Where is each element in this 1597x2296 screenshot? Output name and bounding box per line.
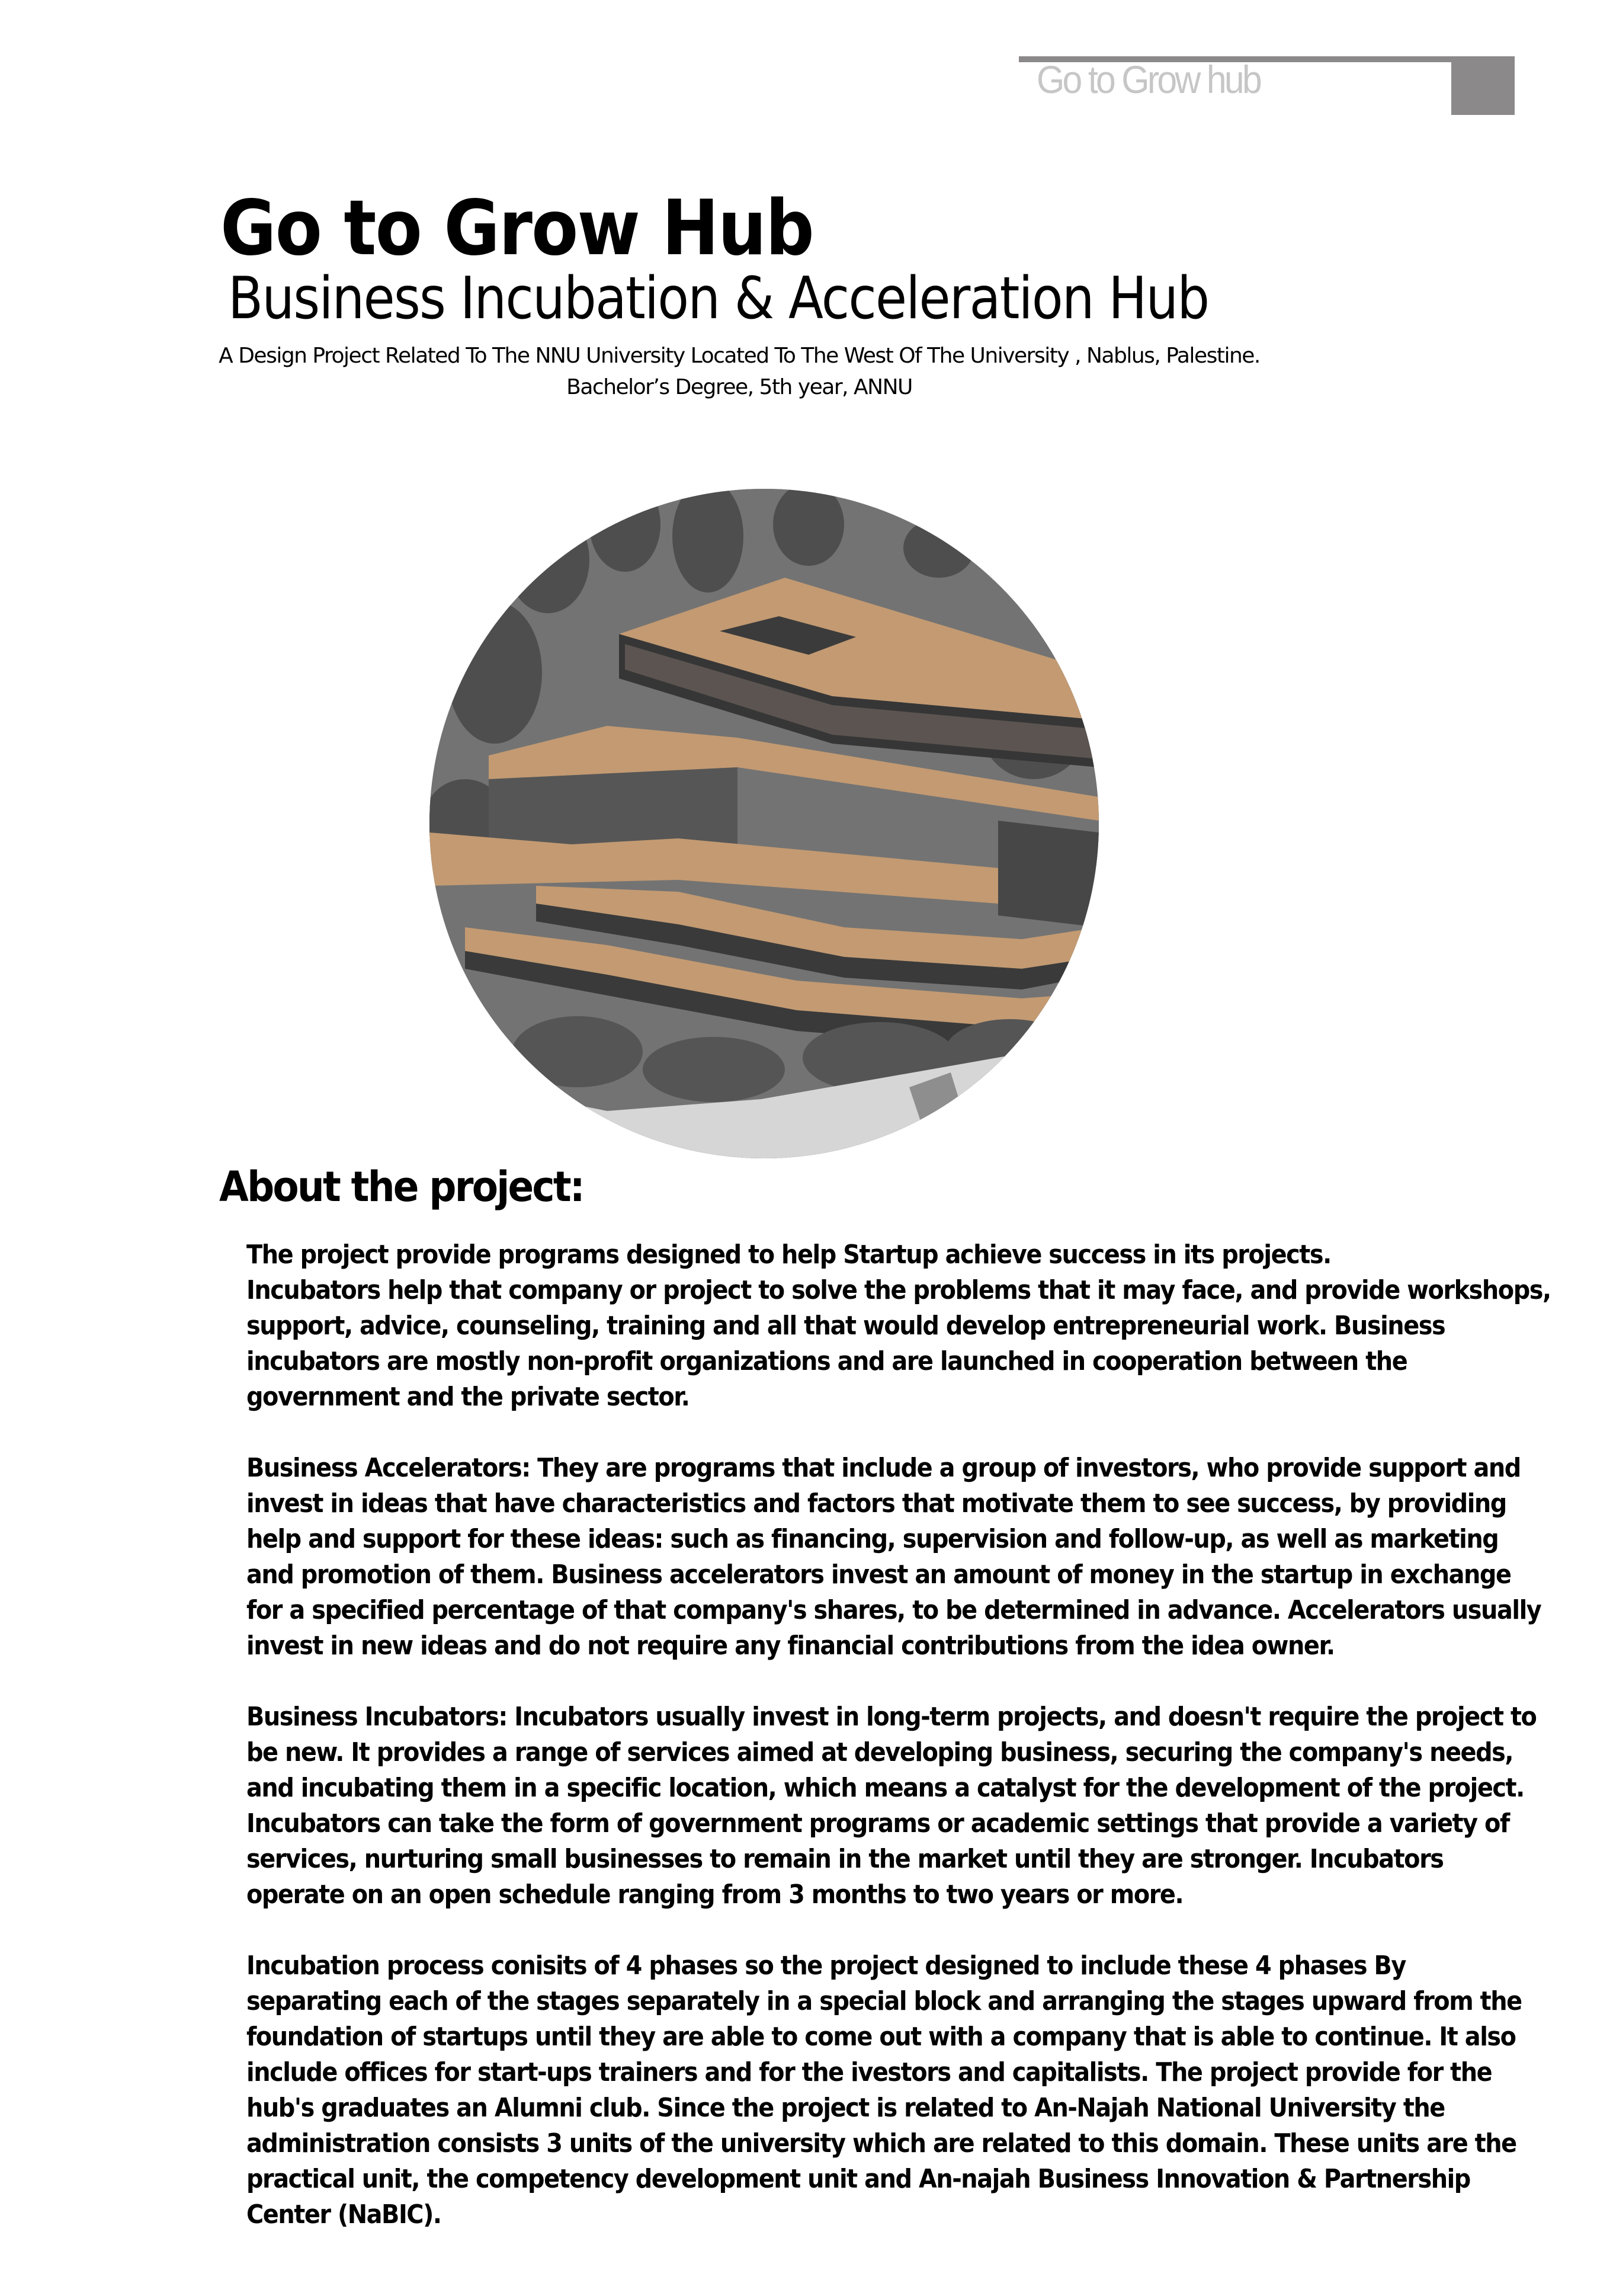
- text-line: hub's graduates an Alumni club. Since the project is related to An-Najah National University the: [246, 2093, 1445, 2123]
- section-heading-about: About the project:: [219, 1163, 583, 1211]
- text-line: Business Incubators: Incubators usually invest in long-term projects, and doesn't require the project to: [246, 1702, 1537, 1732]
- text-line: separating each of the stages separately in a special block and arranging the stages upward from the: [246, 1986, 1522, 2016]
- building-render-image: [429, 489, 1099, 1158]
- text-line: help and support for these ideas: such as financing, supervision and follow-up, as well as marketing: [246, 1524, 1499, 1554]
- text-line: government and the private sector.: [246, 1382, 690, 1412]
- text-line: Center (NaBIC).: [246, 2199, 441, 2230]
- text-line: be new. It provides a range of services aimed at developing business, securing the company's needs,: [246, 1737, 1513, 1767]
- text-line: include offices for start-ups trainers and for the ivestors and capitalists. The project provide for the: [246, 2057, 1492, 2087]
- text-line: invest in new ideas and do not require any financial contributions from the idea owner.: [246, 1631, 1335, 1661]
- text-line: for a specified percentage of that company's shares, to be determined in advance. Accelerators usually: [246, 1595, 1541, 1625]
- paragraph-intro: [246, 1237, 1597, 1415]
- running-title: Go to Grow hub: [1037, 57, 1261, 101]
- text-line: practical unit, the competency development unit and An-najah Business Innovation & Partnership: [246, 2164, 1470, 2194]
- project-caption: A Design Project Related To The NNU University Located To The West Of The University , Nablus, Palestine.: [219, 344, 1260, 368]
- page-subtitle: Business Incubation & Acceleration Hub: [228, 265, 1209, 332]
- text-line: support, advice, counseling, training and all that would develop entrepreneurial work. Business: [246, 1311, 1445, 1341]
- page-title: Go to Grow Hub: [220, 184, 813, 273]
- header-marker-block: [1451, 56, 1515, 115]
- paragraph-incubators: [246, 1699, 1597, 1913]
- text-line: administration consists 3 units of the university which are related to this domain. These units are the: [246, 2128, 1516, 2159]
- text-line: and promotion of them. Business accelerators invest an amount of money in the startup in exchange: [246, 1560, 1511, 1590]
- text-line: operate on an open schedule ranging from 3 months to two years or more.: [246, 1879, 1184, 1910]
- building-render-illustration: [429, 489, 1099, 1158]
- text-line: Incubators help that company or project to solve the problems that it may face, and provide workshops,: [246, 1275, 1551, 1305]
- text-line: foundation of startups until they are able to come out with a company that is able to continue. It also: [246, 2022, 1516, 2052]
- text-line: Business Accelerators: They are programs that include a group of investors, who provide support and: [246, 1453, 1521, 1483]
- text-line: The project provide programs designed to help Startup achieve success in its projects.: [246, 1240, 1331, 1270]
- about-body: [246, 1237, 1597, 2268]
- right-block-facade: [998, 821, 1099, 927]
- degree-caption: Bachelor’s Degree, 5th year, ANNU: [566, 375, 912, 399]
- text-line: services, nurturing small businesses to remain in the market until they are stronger. Incubators: [246, 1844, 1444, 1874]
- text-line: incubators are mostly non-profit organizations and are launched in cooperation between the: [246, 1346, 1407, 1376]
- text-line: and incubating them in a specific location, which means a catalyst for the development of the project.: [246, 1773, 1524, 1803]
- paragraph-accelerators: [246, 1450, 1597, 1664]
- text-line: Incubators can take the form of government programs or academic settings that provide a variety of: [246, 1808, 1509, 1839]
- text-line: invest in ideas that have characteristics and factors that motivate them to see success, by providing: [246, 1488, 1506, 1519]
- paragraph-incubation-process: [246, 1948, 1597, 2233]
- text-line: Incubation process conisits of 4 phases so the project designed to include these 4 phases By: [246, 1951, 1406, 1981]
